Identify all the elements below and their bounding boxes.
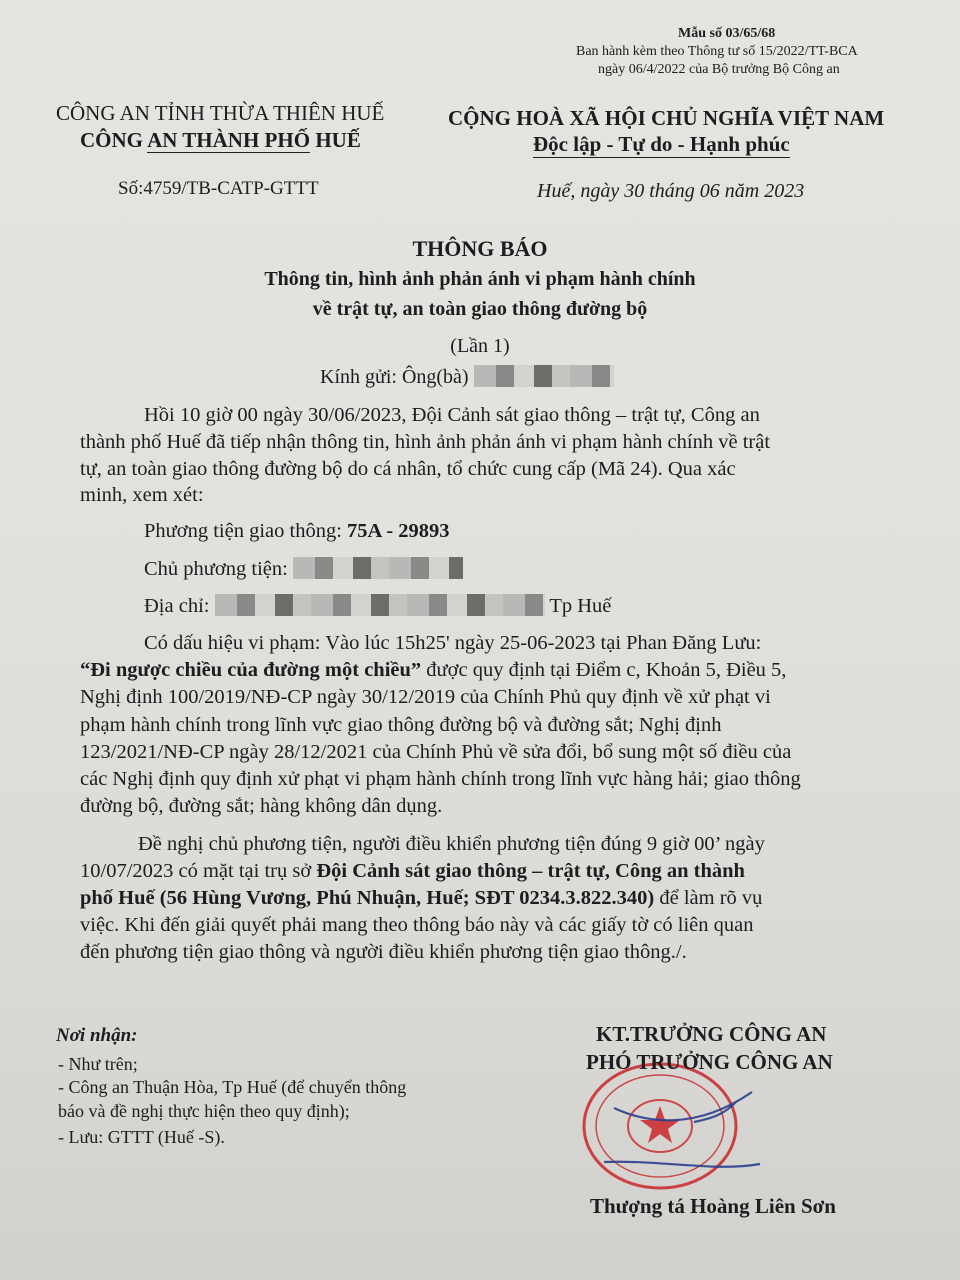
form-number: Mẫu số 03/65/68 (678, 26, 776, 41)
violation-line: 123/2021/NĐ-CP ngày 28/12/2021 của Chính Phủ về sửa đổi, bổ sung một số điều của (80, 741, 792, 763)
place-date: Huế, ngày 30 tháng 06 năm 2023 (537, 180, 805, 202)
recipient-item: - Công an Thuận Hòa, Tp Huế (để chuyển thông (58, 1077, 407, 1097)
violation-line: đường bộ, đường sắt; hàng không dân dụng. (80, 795, 443, 817)
redacted-address (215, 594, 545, 616)
form-issued-line-1: Ban hành kèm theo Thông tư số 15/2022/TT-BCA (576, 44, 858, 59)
subtitle-line-1: Thông tin, hình ảnh phản ánh vi phạm hành chính (264, 268, 696, 290)
request-line: phố Huế (56 Hùng Vương, Phú Nhuận, Huế; SĐT 0234.3.822.340) để làm rõ vụ (80, 887, 763, 909)
intro-line: thành phố Huế đã tiếp nhận thông tin, hình ảnh phản ánh vi phạm hành chính về trật (80, 431, 771, 453)
nation-name: CỘNG HOÀ XÃ HỘI CHỦ NGHĨA VIỆT NAM (448, 106, 885, 130)
owner-row: Chủ phương tiện: (144, 557, 463, 581)
recipient-item: - Như trên; (58, 1054, 138, 1074)
parent-agency: CÔNG AN TỈNH THỪA THIÊN HUẾ (56, 101, 385, 125)
address-row: Địa chỉ: Tp Huế (144, 595, 612, 617)
intro-line: minh, xem xét: (80, 484, 204, 506)
violation-line: “Đi ngược chiều của đường một chiều” được quy định tại Điểm c, Khoản 5, Điều 5, (80, 659, 787, 681)
document-number: Số:4759/TB-CATP-GTTT (118, 178, 319, 199)
redacted-name (474, 365, 614, 387)
request-line: Đề nghị chủ phương tiện, người điều khiển phương tiện đúng 9 giờ 00’ ngày (138, 833, 765, 855)
violation-line: Nghị định 100/2019/NĐ-CP ngày 30/12/2019 của Chính Phủ quy định về xử phạt vi (80, 686, 771, 708)
national-motto: Độc lập - Tự do - Hạnh phúc (533, 132, 790, 156)
salutation: Kính gửi: Ông(bà) (320, 365, 614, 389)
subtitle-line-2: về trật tự, an toàn giao thông đường bộ (312, 298, 648, 320)
intro-line: tự, an toàn giao thông đường bộ do cá nhân, tổ chức cung cấp (Mã 24). Qua xác (80, 458, 736, 480)
license-plate: 75A - 29893 (347, 520, 450, 542)
recipient-item: - Lưu: GTTT (Huế -S). (58, 1127, 225, 1147)
issuing-agency: CÔNG AN THÀNH PHỐ HUẾ (80, 128, 361, 152)
signer-name: Thượng tá Hoàng Liên Sơn (590, 1194, 836, 1218)
document-title: THÔNG BÁO (412, 236, 548, 261)
notice-iteration: (Lần 1) (450, 335, 510, 357)
violation-line: các Nghị định quy định xử phạt vi phạm hành chính trong lĩnh vực hàng hải; giao thông (80, 768, 801, 790)
request-line: 10/07/2023 có mặt tại trụ sở Đội Cảnh sát giao thông – trật tự, Công an thành (80, 860, 745, 882)
recipients-heading: Nơi nhận: (56, 1025, 138, 1046)
signing-authority-line-1: KT.TRƯỞNG CÔNG AN (596, 1022, 827, 1046)
recipient-item: báo và đề nghị thực hiện theo quy định); (58, 1101, 350, 1121)
form-issued-line-2: ngày 06/4/2022 của Bộ trưởng Bộ Công an (598, 62, 840, 77)
request-line: việc. Khi đến giải quyết phải mang theo thông báo này và các giấy tờ có liên quan (80, 914, 754, 936)
violation-line: phạm hành chính trong lĩnh vực giao thông đường bộ và đường sắt; Nghị định (80, 714, 722, 736)
violation-line: Có dấu hiệu vi phạm: Vào lúc 15h25' ngày 25-06-2023 tại Phan Đăng Lưu: (144, 632, 762, 654)
vehicle-row: Phương tiện giao thông: 75A - 29893 (144, 520, 450, 542)
request-line: đến phương tiện giao thông và người điều khiển phương tiện giao thông./. (80, 941, 687, 963)
redacted-owner (293, 557, 463, 579)
intro-line: Hồi 10 giờ 00 ngày 30/06/2023, Đội Cảnh sát giao thông – trật tự, Công an (144, 404, 760, 426)
signing-authority-line-2: PHÓ TRƯỞNG CÔNG AN (586, 1050, 833, 1074)
